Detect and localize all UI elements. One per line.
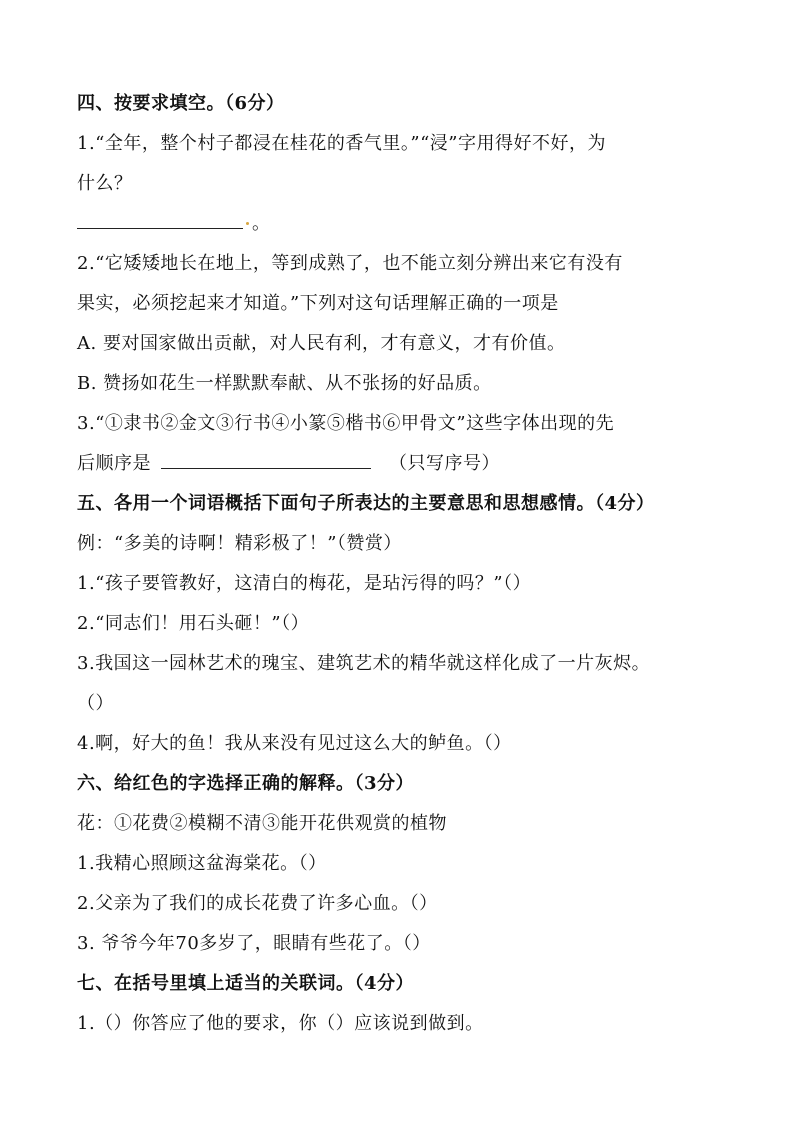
- s4-option-b: B. 赞扬如花生一样默默奉献、从不张扬的好品质。: [77, 373, 492, 394]
- s5-example: 例：“多美的诗啊！精彩极了！”（赞赏）: [77, 533, 402, 554]
- s6-question-1: 1.我精心照顾这盆海棠花。（）: [77, 853, 327, 874]
- s5-question-1: 1.“孩子要管教好，这清白的梅花，是玷污得的吗？”（）: [77, 573, 532, 594]
- s4-question-1-line-2: 什么？: [77, 173, 133, 194]
- order-answer-blank[interactable]: [161, 450, 371, 469]
- stray-dot: [246, 222, 249, 225]
- section-4-heading: 四、按要求填空。（6分）: [77, 93, 285, 114]
- s4-question-2-line-1: 2.“它矮矮地长在地上，等到成熟了，也不能立刻分辨出来它有没有: [77, 253, 623, 274]
- q3-note: （只写序号）: [389, 453, 500, 474]
- s4-option-a: A. 要对国家做出贡献，对人民有利，才有意义，才有价值。: [77, 333, 566, 354]
- s4-question-3-line-1: 3.“①隶书②金文③行书④小篆⑤楷书⑥甲骨文”这些字体出现的先: [77, 413, 615, 434]
- q3-prefix: 后顺序是: [77, 453, 151, 474]
- s4-question-1-answer-line: [77, 204, 737, 244]
- answer-period: 。: [252, 213, 271, 234]
- s5-question-3-line-1: 3.我国这一园林艺术的瑰宝、建筑艺术的精华就这样化成了一片灰烬。: [77, 653, 651, 674]
- s4-question-3-line-2: [77, 444, 737, 484]
- section-6-heading: 六、给红色的字选择正确的解释。（3分）: [77, 773, 415, 794]
- s6-question-3: 3. 爷爷今年70多岁了，眼睛有些花了。（）: [77, 933, 431, 954]
- s4-question-2-line-2: 果实，必须挖起来才知道。”下列对这句话理解正确的一项是: [77, 293, 559, 314]
- s4-question-1-line-1: 1.“全年，整个村子都浸在桂花的香气里。”“浸”字用得好不好，为: [77, 133, 606, 154]
- s5-question-3-line-2: （）: [77, 693, 114, 714]
- worksheet-page: [77, 84, 737, 1044]
- s7-question-1: 1.（）你答应了他的要求，你（）应该说到做到。: [77, 1013, 484, 1034]
- s5-question-4: 4.啊，好大的鱼！我从来没有见过这么大的鲈鱼。（）: [77, 733, 512, 754]
- section-7-heading: 七、在括号里填上适当的关联词。（4分）: [77, 973, 415, 994]
- s5-question-2: 2.“同志们！用石头砸！”（）: [77, 613, 310, 634]
- s6-question-2: 2.父亲为了我们的成长花费了许多心血。（）: [77, 893, 438, 914]
- section-5-heading: 五、各用一个词语概括下面句子所表达的主要意思和思想感情。（4分）: [77, 493, 655, 514]
- answer-blank[interactable]: [77, 210, 243, 229]
- s6-definitions: 花：①花费②模糊不清③能开花供观赏的植物: [77, 813, 447, 834]
